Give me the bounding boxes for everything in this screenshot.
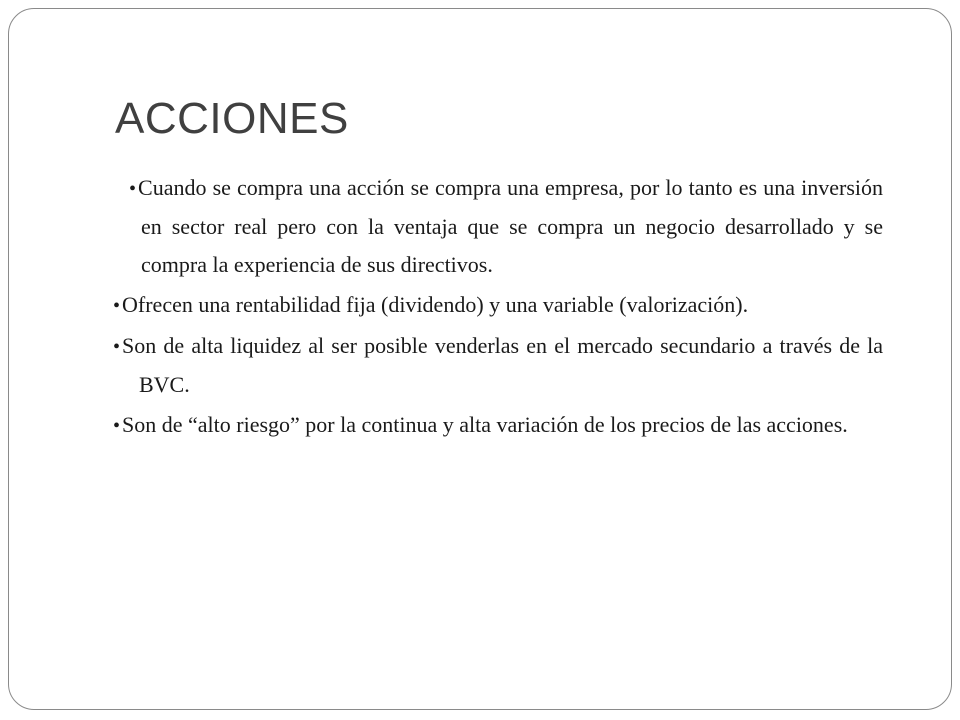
bullet-item [113,327,883,404]
bullet-item [113,286,883,325]
slide-title: ACCIONES [115,94,349,143]
bullet-marker: • [113,415,121,437]
bullet-text: Cuando se compra una acción se compra una empresa, por lo tanto es una inversión en sector real pero con la ventaja que se compra un negocio desarrollado y se compra la experiencia de sus directivos. [138,175,883,277]
bullet-marker: • [113,336,121,358]
bullet-text: Son de “alto riesgo” por la continua y alta variación de los precios de las acciones. [122,412,848,437]
bullet-marker: • [113,295,121,317]
bullet-list [113,169,883,447]
bullet-marker: • [129,178,137,200]
bullet-item [113,169,883,284]
slide-frame [8,8,952,710]
bullet-item [113,406,883,445]
bullet-text: Ofrecen una rentabilidad fija (dividendo) y una variable (valorización). [122,292,749,317]
bullet-text: Son de alta liquidez al ser posible venderlas en el mercado secundario a través de la BVC. [122,333,883,397]
